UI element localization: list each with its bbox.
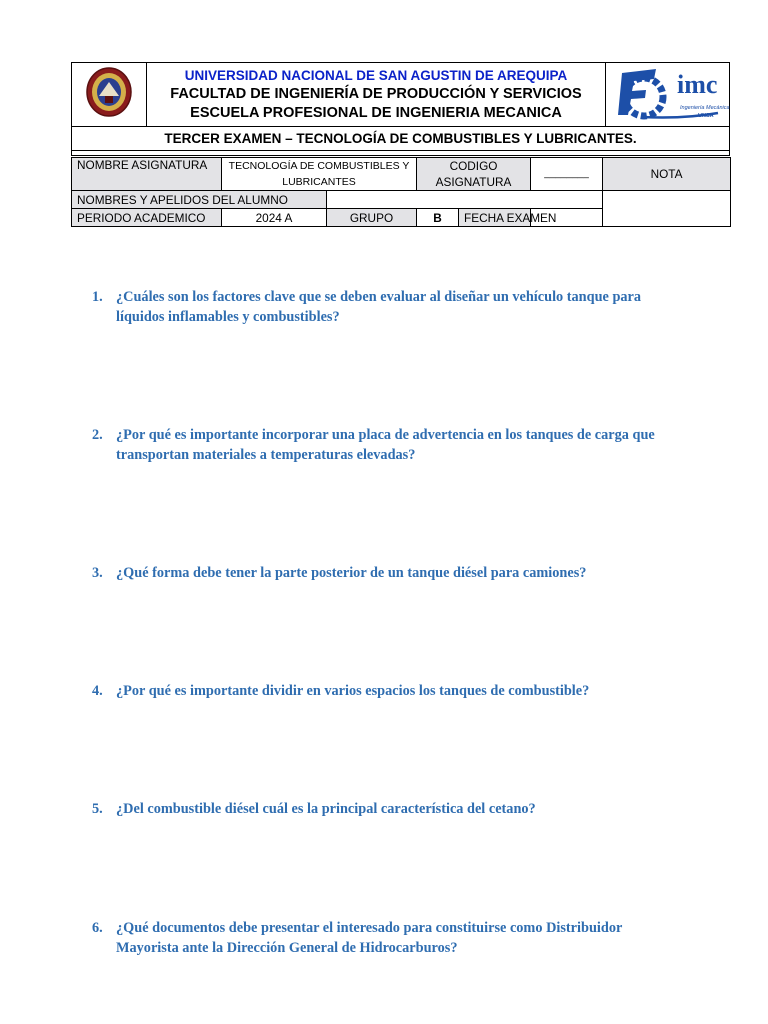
exam-header xyxy=(71,62,730,156)
exam-info-table xyxy=(71,157,731,227)
question-item xyxy=(92,425,682,465)
group-value: B xyxy=(417,209,459,227)
code-value[interactable]: ________ xyxy=(531,158,603,191)
student-label: NOMBRES Y APELIDOS DEL ALUMNO xyxy=(72,191,327,209)
header-title-cell xyxy=(147,63,606,127)
question-item xyxy=(92,918,682,958)
imc-logo-icon xyxy=(614,63,730,121)
student-value[interactable] xyxy=(327,191,603,209)
svg-text:UNSA: UNSA xyxy=(697,113,714,119)
question-number: 1. xyxy=(92,289,103,305)
grade-label: NOTA xyxy=(603,158,731,191)
question-item xyxy=(92,799,682,819)
question-number: 6. xyxy=(92,920,103,936)
grade-value[interactable] xyxy=(603,191,731,227)
question-text: ¿Por qué es importante dividir en varios espacios los tanques de combustible? xyxy=(116,683,590,699)
period-value: 2024 A xyxy=(222,209,327,227)
subject-value: TECNOLOGÍA DE COMBUSTIBLES Y LUBRICANTES xyxy=(222,158,417,191)
group-label: GRUPO xyxy=(327,209,417,227)
university-logo-cell xyxy=(72,63,147,127)
question-item xyxy=(92,681,682,701)
svg-text:imc: imc xyxy=(676,70,717,99)
period-label: PERIODO ACADEMICO xyxy=(72,209,222,227)
code-label: CODIGO ASIGNATURA xyxy=(417,158,531,191)
faculty-name: FACULTAD DE INGENIERÍA DE PRODUCCIÓN Y SERVICIOS xyxy=(170,86,582,102)
date-label: FECHA EXAMEN xyxy=(459,209,531,227)
question-text: ¿Qué forma debe tener la parte posterior de un tanque diésel para camiones? xyxy=(116,565,587,581)
svg-text:Ingeniería Mecánica: Ingeniería Mecánica xyxy=(679,105,730,111)
question-number: 2. xyxy=(92,427,103,443)
imc-logo-cell xyxy=(606,63,730,127)
question-item xyxy=(92,287,682,327)
question-text: ¿Qué documentos debe presentar el interesado para constituirse como Distribuidor Mayorista ante la Dirección General de Hidrocarburos? xyxy=(116,920,623,956)
exam-title: TERCER EXAMEN – TECNOLOGÍA DE COMBUSTIBLES Y LUBRICANTES. xyxy=(72,127,730,151)
school-name: ESCUELA PROFESIONAL DE INGENIERIA MECANICA xyxy=(190,105,562,121)
question-number: 3. xyxy=(92,565,103,581)
question-item xyxy=(92,563,682,583)
university-name: UNIVERSIDAD NACIONAL DE SAN AGUSTIN DE AREQUIPA xyxy=(184,68,568,83)
question-text: ¿Por qué es importante incorporar una placa de advertencia en los tanques de carga que transportan materiales a temperaturas elevadas? xyxy=(116,427,655,463)
university-seal-icon xyxy=(85,66,133,118)
question-text: ¿Cuáles son los factores clave que se deben evaluar al diseñar un vehículo tanque para líquidos inflamables y combustibles? xyxy=(116,289,642,325)
question-number: 4. xyxy=(92,683,103,699)
question-number: 5. xyxy=(92,801,103,817)
subject-label: NOMBRE ASIGNATURA xyxy=(72,158,222,191)
question-text: ¿Del combustible diésel cuál es la principal característica del cetano? xyxy=(116,801,536,817)
header-divider xyxy=(72,151,730,156)
